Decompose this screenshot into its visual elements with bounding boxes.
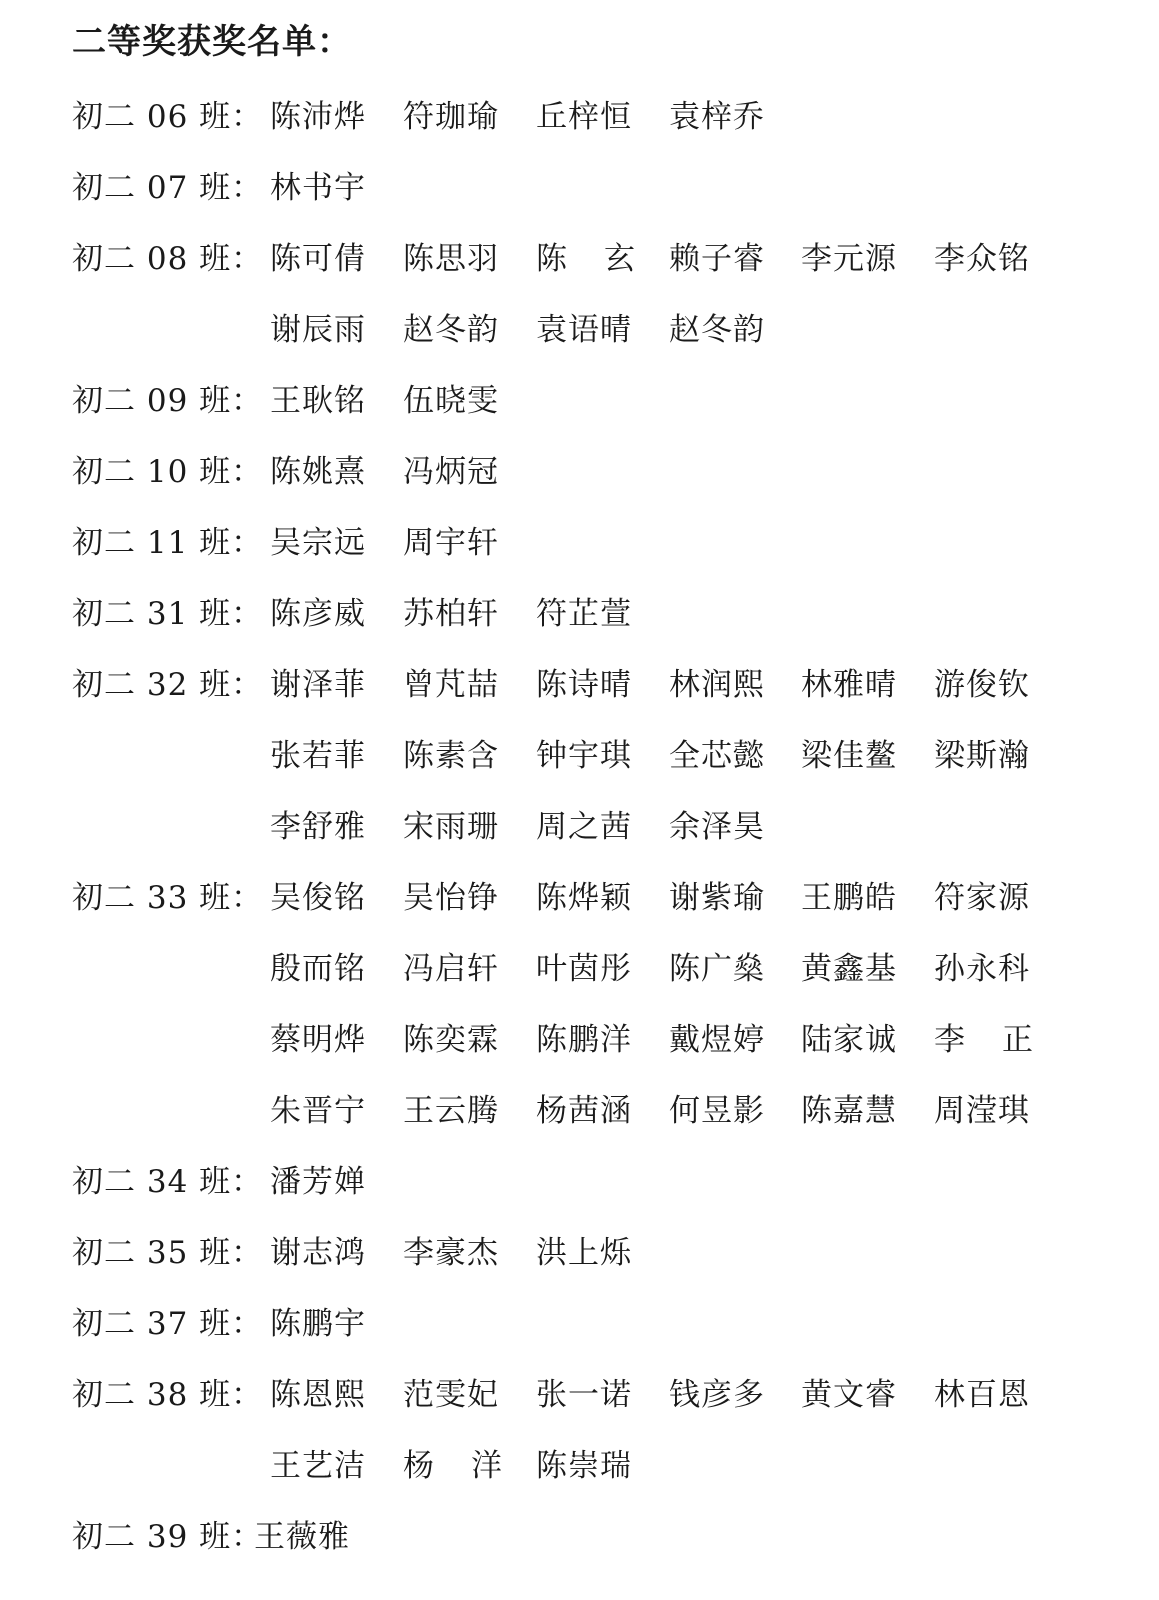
student-name: 林书宇 (270, 170, 366, 206)
student-name: 李 正 (934, 1022, 1034, 1058)
student-name: 陈烨颖 (536, 880, 632, 916)
student-name: 吴怡铮 (403, 880, 499, 916)
student-name: 王耿铭 (270, 383, 366, 419)
class-row (0, 366, 1159, 437)
class-label: 初二 32 班： (72, 667, 264, 703)
student-name: 陈崇瑞 (536, 1448, 632, 1484)
student-name: 陈广燊 (669, 951, 765, 987)
student-name: 殷而铭 (270, 951, 366, 987)
class-label: 初二 34 班： (72, 1164, 264, 1200)
student-name: 林润熙 (669, 667, 765, 703)
student-name: 王薇雅 (254, 1519, 350, 1555)
award-list (0, 82, 1159, 1573)
class-row (0, 82, 1159, 153)
class-label: 初二 37 班： (72, 1306, 264, 1342)
student-name: 李元源 (801, 241, 897, 277)
student-name: 符芷萱 (536, 596, 632, 632)
class-row (0, 934, 1159, 1005)
student-name: 钱彦多 (669, 1377, 765, 1413)
student-name: 蔡明烨 (270, 1022, 366, 1058)
student-name: 陈奕霖 (403, 1022, 499, 1058)
student-name: 王云腾 (403, 1093, 499, 1129)
student-name: 周滢琪 (934, 1093, 1030, 1129)
class-label: 初二 10 班： (72, 454, 264, 490)
student-name: 陈鹏宇 (270, 1306, 366, 1342)
student-name: 杨 洋 (403, 1448, 503, 1484)
student-name: 孙永科 (934, 951, 1030, 987)
student-name: 谢志鸿 (270, 1235, 366, 1271)
class-row (0, 1431, 1159, 1502)
student-name: 何昱影 (669, 1093, 765, 1129)
student-name: 周之茜 (536, 809, 632, 845)
class-label: 初二 39 班： (72, 1519, 264, 1555)
class-row (0, 1289, 1159, 1360)
student-name: 叶茵彤 (536, 951, 632, 987)
class-label: 初二 33 班： (72, 880, 264, 916)
student-name: 陈诗晴 (536, 667, 632, 703)
student-name: 戴煜婷 (669, 1022, 765, 1058)
student-name: 黄文睿 (801, 1377, 897, 1413)
student-name: 李舒雅 (270, 809, 366, 845)
class-row (0, 508, 1159, 579)
student-name: 陈思羽 (403, 241, 499, 277)
student-name: 谢紫瑜 (669, 880, 765, 916)
student-name: 宋雨珊 (403, 809, 499, 845)
student-name: 陈可倩 (270, 241, 366, 277)
student-name: 谢泽菲 (270, 667, 366, 703)
student-name: 陈恩熙 (270, 1377, 366, 1413)
student-name: 范雯妃 (403, 1377, 499, 1413)
student-name: 吴俊铭 (270, 880, 366, 916)
class-row (0, 1360, 1159, 1431)
class-row (0, 792, 1159, 863)
class-label: 初二 11 班： (72, 525, 264, 561)
student-name: 赖子睿 (669, 241, 765, 277)
student-name: 林百恩 (934, 1377, 1030, 1413)
student-name: 梁佳鳌 (801, 738, 897, 774)
student-name: 游俊钦 (934, 667, 1030, 703)
class-row (0, 295, 1159, 366)
student-name: 陈素含 (403, 738, 499, 774)
student-name: 张一诺 (536, 1377, 632, 1413)
class-row (0, 153, 1159, 224)
student-name: 陈姚熹 (270, 454, 366, 490)
class-label: 初二 38 班： (72, 1377, 264, 1413)
student-name: 钟宇琪 (536, 738, 632, 774)
class-label: 初二 06 班： (72, 99, 264, 135)
student-name: 潘芳婵 (270, 1164, 366, 1200)
student-name: 余泽昊 (669, 809, 765, 845)
class-row (0, 437, 1159, 508)
student-name: 冯启轩 (403, 951, 499, 987)
student-name: 张若菲 (270, 738, 366, 774)
class-row (0, 650, 1159, 721)
class-row (0, 224, 1159, 295)
student-name: 梁斯瀚 (934, 738, 1030, 774)
student-name: 朱晋宁 (270, 1093, 366, 1129)
class-label: 初二 09 班： (72, 383, 264, 419)
student-name: 赵冬韵 (403, 312, 499, 348)
student-name: 杨茜涵 (536, 1093, 632, 1129)
class-label: 初二 31 班： (72, 596, 264, 632)
student-name: 吴宗远 (270, 525, 366, 561)
student-name: 陈嘉慧 (801, 1093, 897, 1129)
student-name: 符珈瑜 (403, 99, 499, 135)
student-name: 冯炳冠 (403, 454, 499, 490)
student-name: 袁语晴 (536, 312, 632, 348)
page-title: 二等奖获奖名单： (72, 22, 352, 62)
student-name: 周宇轩 (403, 525, 499, 561)
student-name: 伍晓雯 (403, 383, 499, 419)
student-name: 林雅晴 (801, 667, 897, 703)
class-label: 初二 35 班： (72, 1235, 264, 1271)
student-name: 洪上烁 (536, 1235, 632, 1271)
class-label: 初二 07 班： (72, 170, 264, 206)
student-name: 符家源 (934, 880, 1030, 916)
student-name: 陈 玄 (536, 241, 636, 277)
student-name: 苏柏轩 (403, 596, 499, 632)
student-name: 谢辰雨 (270, 312, 366, 348)
student-name: 黄鑫基 (801, 951, 897, 987)
class-row (0, 1005, 1159, 1076)
class-row (0, 1076, 1159, 1147)
student-name: 赵冬韵 (669, 312, 765, 348)
class-row (0, 1502, 1159, 1573)
class-row (0, 721, 1159, 792)
student-name: 曾芃喆 (403, 667, 499, 703)
student-name: 陆家诚 (801, 1022, 897, 1058)
class-row (0, 1147, 1159, 1218)
student-name: 全芯懿 (669, 738, 765, 774)
student-name: 袁梓乔 (669, 99, 765, 135)
class-label: 初二 08 班： (72, 241, 264, 277)
student-name: 王鹏皓 (801, 880, 897, 916)
student-name: 李众铭 (934, 241, 1030, 277)
student-name: 陈彦威 (270, 596, 366, 632)
class-row (0, 863, 1159, 934)
student-name: 丘梓恒 (536, 99, 632, 135)
class-row (0, 1218, 1159, 1289)
student-name: 陈鹏洋 (536, 1022, 632, 1058)
student-name: 陈沛烨 (270, 99, 366, 135)
student-name: 王艺洁 (270, 1448, 366, 1484)
class-row (0, 579, 1159, 650)
student-name: 李豪杰 (403, 1235, 499, 1271)
